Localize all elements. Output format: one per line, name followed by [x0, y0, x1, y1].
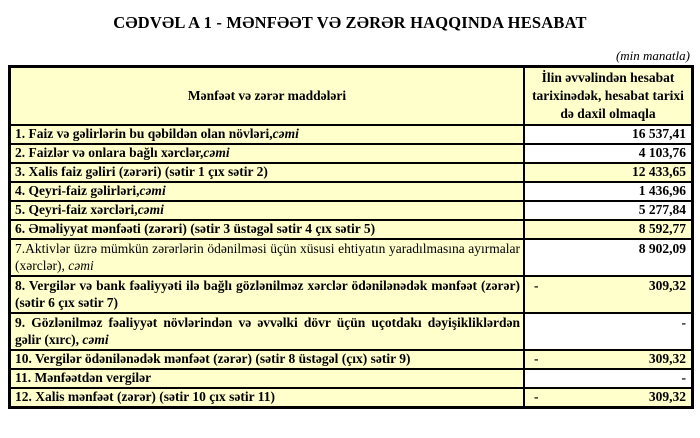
table-header-period: İlin əvvəlindən hesabat tarixinədək, hesabat tarixi də daxil olmaqla — [525, 68, 691, 124]
row-label-text: 12. Xalis mənfəət (zərər) (sətir 10 çıx sətir 11) — [15, 389, 276, 405]
row-label — [11, 370, 523, 387]
row-dash: - — [534, 351, 539, 367]
unit-note: (min manatla) — [615, 48, 690, 63]
row-label-italic: cəmi — [137, 202, 164, 218]
row-label-text: 7.Aktivlər üzrə mümkün zərərlərin ödənilməsi üçün xüsusi ehtiyatın yaradılmasına ayırmalar (xərclər), — [15, 241, 520, 273]
row-number: 309,32 — [648, 278, 686, 293]
row-number: 5 277,84 — [638, 202, 686, 218]
row-number: - — [681, 370, 686, 386]
row-number: 309,32 — [648, 389, 686, 405]
row-label — [11, 183, 523, 200]
profit-loss-table — [8, 65, 694, 409]
row-number: 309,32 — [648, 351, 686, 367]
row-label-text: 1. Faiz və gəlirlərin bu qəbildən olan növləri, — [15, 126, 273, 142]
row-label — [11, 389, 523, 406]
row-dash: - — [534, 278, 539, 293]
row-label-text: 5. Qeyri-faiz xərcləri, — [15, 202, 138, 218]
table-header-items: Mənfəət və zərər maddələri — [11, 68, 523, 124]
row-label-text: 8. Vergilər və bank fəaliyyəti ilə bağlı gözlənilməz xərclər ödənilənədək mənfəət (zərər) (sətir 6 çıx sətir 7) — [15, 278, 520, 310]
row-label-text: 4. Qeyri-faiz gəlirləri, — [15, 183, 140, 199]
row-label — [11, 164, 523, 181]
row-value — [525, 126, 691, 143]
row-value — [525, 240, 691, 275]
row-label-text: 9. Gözlənilməz fəaliyyət növlərindən və əvvəlki dövr üçün uçotdakı dəyişikliklərdən gəlir (xırc), — [15, 315, 520, 347]
row-label-text: 2. Faizlər və onlara bağlı xərclər, — [15, 145, 204, 161]
row-value — [525, 314, 691, 349]
row-value — [525, 221, 691, 238]
row-number: - — [681, 315, 686, 330]
row-number: 1 436,96 — [638, 183, 686, 199]
row-value — [525, 164, 691, 181]
row-label-italic: cəmi — [272, 126, 299, 142]
page-title: CƏDVƏL A 1 - MƏNFƏƏT VƏ ZƏRƏR HAQQINDA HESABAT — [113, 13, 587, 32]
row-label — [11, 202, 523, 219]
row-label — [11, 314, 523, 349]
row-label — [11, 126, 523, 143]
row-label — [11, 277, 523, 312]
row-value — [525, 351, 691, 368]
row-value — [525, 389, 691, 406]
row-label — [11, 240, 523, 275]
row-value — [525, 202, 691, 219]
row-number: 4 103,76 — [638, 145, 686, 161]
row-label-text: 11. Mənfəətdən vergilər — [15, 370, 152, 386]
row-number: 8 592,77 — [638, 221, 686, 237]
row-dash: - — [534, 389, 539, 405]
row-label-italic: cəmi — [68, 257, 94, 273]
row-label-italic: cəmi — [82, 331, 109, 347]
row-label — [11, 351, 523, 368]
row-value — [525, 183, 691, 200]
row-label-italic: cəmi — [203, 145, 230, 161]
row-number: 16 537,41 — [632, 126, 686, 142]
row-number: 8 902,09 — [638, 241, 686, 256]
row-number: 12 433,65 — [632, 164, 686, 180]
row-label-text: 6. Əməliyyat mənfəəti (zərəri) (sətir 3 üstəgəl sətir 4 çıx sətir 5) — [15, 221, 376, 237]
row-value — [525, 145, 691, 162]
row-label — [11, 221, 523, 238]
row-label — [11, 145, 523, 162]
row-value — [525, 277, 691, 312]
row-label-text: 10. Vergilər ödənilənədək mənfəət (zərər) (sətir 8 üstəgəl (çıx) sətir 9) — [15, 351, 411, 367]
row-label-italic: cəmi — [139, 183, 166, 199]
row-label-text: 3. Xalis faiz gəliri (zərəri) (sətir 1 çıx sətir 2) — [15, 164, 268, 180]
row-value — [525, 370, 691, 387]
